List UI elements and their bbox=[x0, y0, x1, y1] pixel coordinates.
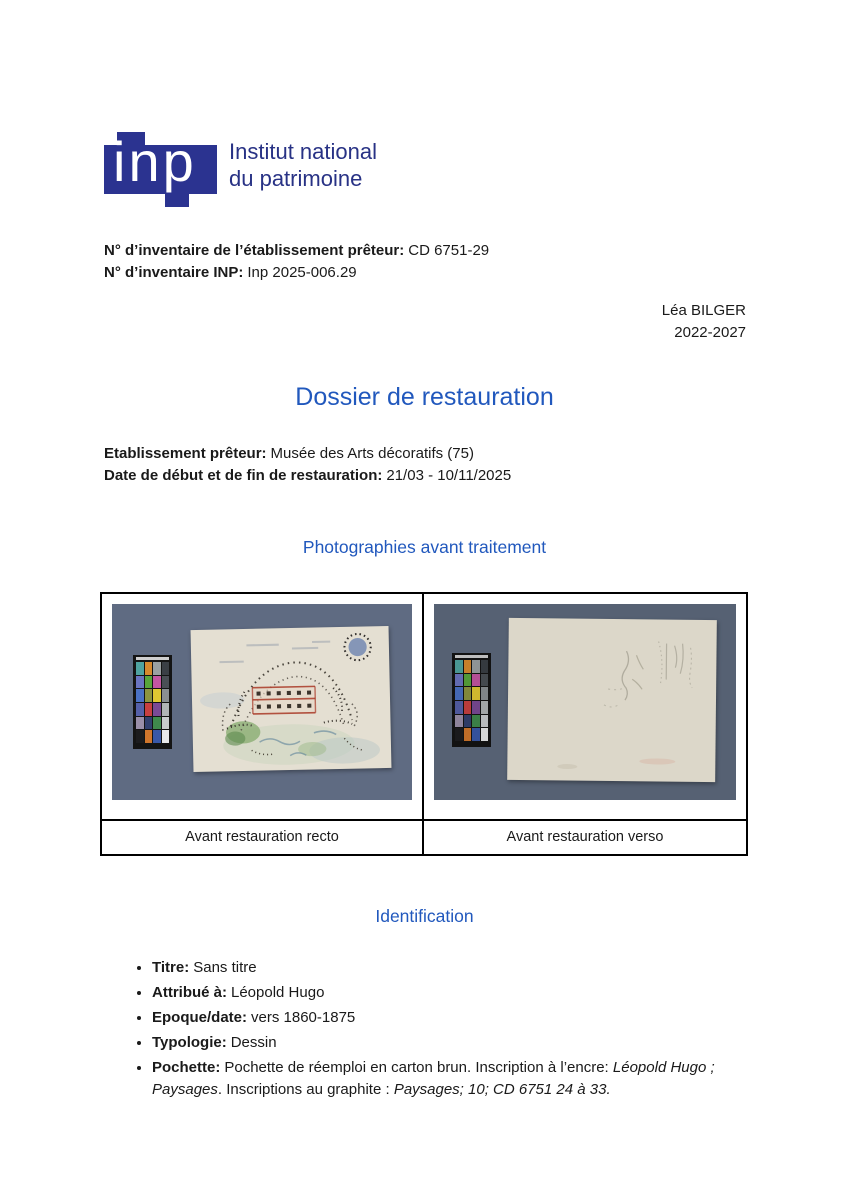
attribue-label: Attribué à: bbox=[152, 984, 227, 1001]
artwork-paper-verso bbox=[507, 618, 717, 782]
colorchecker-patch bbox=[481, 687, 489, 700]
colorchecker-patch bbox=[153, 730, 161, 743]
typologie-label: Typologie: bbox=[152, 1034, 227, 1051]
colorchecker-patch bbox=[136, 730, 144, 743]
organization-name-line1: Institut national bbox=[229, 139, 377, 164]
colorchecker-patch bbox=[153, 689, 161, 702]
titre-value: Sans titre bbox=[193, 959, 257, 976]
colorchecker-patch bbox=[145, 717, 153, 730]
captions-row bbox=[102, 819, 746, 854]
colorchecker-patch bbox=[455, 660, 463, 673]
photo-cell-recto bbox=[102, 594, 424, 819]
list-item-titre bbox=[152, 957, 762, 979]
colorchecker-patch bbox=[455, 701, 463, 714]
colorchecker-patch bbox=[145, 730, 153, 743]
inventory-block bbox=[104, 240, 489, 284]
colorchecker-patch bbox=[153, 717, 161, 730]
list-item-epoque bbox=[152, 1007, 762, 1029]
colorchecker-patch bbox=[162, 730, 170, 743]
colorchecker-patch bbox=[464, 701, 472, 714]
photo-verso bbox=[434, 604, 736, 800]
identification-list bbox=[152, 957, 762, 1104]
colorchecker-patch bbox=[472, 674, 480, 687]
photos-row bbox=[102, 594, 746, 819]
recto-drawing bbox=[191, 626, 392, 772]
photo-recto bbox=[112, 604, 412, 800]
colorchecker-patch bbox=[464, 674, 472, 687]
colorchecker-patch bbox=[472, 715, 480, 728]
attribue-value: Léopold Hugo bbox=[231, 984, 325, 1001]
inp-logo bbox=[104, 132, 220, 208]
colorchecker-patch bbox=[481, 701, 489, 714]
colorchecker-patch bbox=[472, 687, 480, 700]
pochette-label: Pochette: bbox=[152, 1059, 221, 1076]
colorchecker-patch bbox=[162, 717, 170, 730]
colorchecker-patch bbox=[464, 715, 472, 728]
colorchecker-patch bbox=[145, 662, 153, 675]
epoque-label: Epoque/date: bbox=[152, 1009, 248, 1026]
colorchecker-patch bbox=[464, 660, 472, 673]
colorchecker-patch bbox=[145, 703, 153, 716]
colorchecker-patch bbox=[464, 687, 472, 700]
colorchecker-patch bbox=[162, 703, 170, 716]
colorchecker-patch bbox=[162, 689, 170, 702]
inventory-loaner-value: CD 6751-29 bbox=[408, 242, 490, 259]
colorchecker-patch bbox=[153, 676, 161, 689]
inventory-loaner-line bbox=[104, 240, 489, 262]
verso-faint-inscriptions bbox=[507, 618, 717, 782]
colorchecker-patch bbox=[481, 715, 489, 728]
organization-name bbox=[229, 138, 377, 192]
loan-establishment-value: Musée des Arts décoratifs (75) bbox=[270, 445, 474, 462]
inventory-loaner-label: N° d’inventaire de l’établissement prêteur: bbox=[104, 242, 405, 259]
colorchecker-patch bbox=[136, 717, 144, 730]
logo-acronym: inp bbox=[113, 130, 197, 193]
loan-dates-label: Date de début et de fin de restauration: bbox=[104, 467, 383, 484]
colorchecker-patch bbox=[162, 676, 170, 689]
loan-establishment-label: Etablissement prêteur: bbox=[104, 445, 267, 462]
colorchecker-card-recto bbox=[133, 655, 172, 749]
colorchecker-patch bbox=[136, 676, 144, 689]
pochette-italic1: Léopold Hugo ; Paysages bbox=[152, 1059, 715, 1098]
colorchecker-patch bbox=[162, 662, 170, 675]
colorchecker-patch bbox=[481, 728, 489, 741]
author-years: 2022-2027 bbox=[674, 324, 746, 341]
typologie-value: Dessin bbox=[230, 1034, 277, 1051]
colorchecker-patch bbox=[455, 674, 463, 687]
document-title: Dossier de restauration bbox=[295, 383, 554, 411]
list-item-attribue bbox=[152, 982, 762, 1004]
inventory-inp-value: Inp 2025-006.29 bbox=[247, 264, 357, 281]
inventory-inp-line bbox=[104, 262, 489, 284]
colorchecker-patch bbox=[145, 676, 153, 689]
author-name: Léa BILGER bbox=[661, 302, 746, 319]
artwork-paper-recto bbox=[191, 626, 392, 772]
list-item-typologie bbox=[152, 1032, 762, 1054]
list-item-pochette bbox=[152, 1057, 762, 1100]
colorchecker-patch bbox=[136, 703, 144, 716]
colorchecker-patch bbox=[472, 660, 480, 673]
epoque-value: vers 1860-1875 bbox=[251, 1009, 356, 1026]
loan-dates-value: 21/03 - 10/11/2025 bbox=[386, 467, 512, 484]
identification-section-heading: Identification bbox=[375, 906, 474, 926]
colorchecker-patch bbox=[455, 687, 463, 700]
loan-block bbox=[104, 443, 511, 487]
colorchecker-patch bbox=[455, 715, 463, 728]
photo-cell-verso bbox=[424, 594, 746, 819]
pochette-italic2: Paysages; 10; CD 6751 24 à 33. bbox=[393, 1080, 611, 1098]
colorchecker-patch bbox=[153, 703, 161, 716]
colorchecker-card-verso bbox=[452, 653, 491, 747]
pochette-text1: Pochette de réemploi en carton brun. Inscription à l’encre: bbox=[224, 1059, 613, 1076]
colorchecker-patch bbox=[464, 728, 472, 741]
colorchecker-patch bbox=[472, 728, 480, 741]
organization-name-line2: du patrimoine bbox=[229, 166, 363, 191]
inventory-inp-label: N° d’inventaire INP: bbox=[104, 264, 244, 281]
colorchecker-patch bbox=[455, 728, 463, 741]
caption-recto: Avant restauration recto bbox=[102, 821, 424, 854]
colorchecker-patch bbox=[136, 689, 144, 702]
author-block bbox=[662, 300, 746, 344]
loan-dates-line bbox=[104, 465, 511, 487]
pochette-text2: . Inscriptions au graphite : bbox=[217, 1080, 394, 1098]
photos-table bbox=[100, 592, 748, 856]
loan-establishment-line bbox=[104, 443, 511, 465]
colorchecker-patch bbox=[145, 689, 153, 702]
colorchecker-patch bbox=[481, 674, 489, 687]
colorchecker-patch bbox=[153, 662, 161, 675]
titre-label: Titre: bbox=[152, 959, 190, 976]
caption-verso: Avant restauration verso bbox=[506, 829, 664, 845]
photos-section-heading: Photographies avant traitement bbox=[302, 537, 547, 557]
colorchecker-patch bbox=[481, 660, 489, 673]
colorchecker-patch bbox=[472, 701, 480, 714]
colorchecker-patch bbox=[136, 662, 144, 675]
